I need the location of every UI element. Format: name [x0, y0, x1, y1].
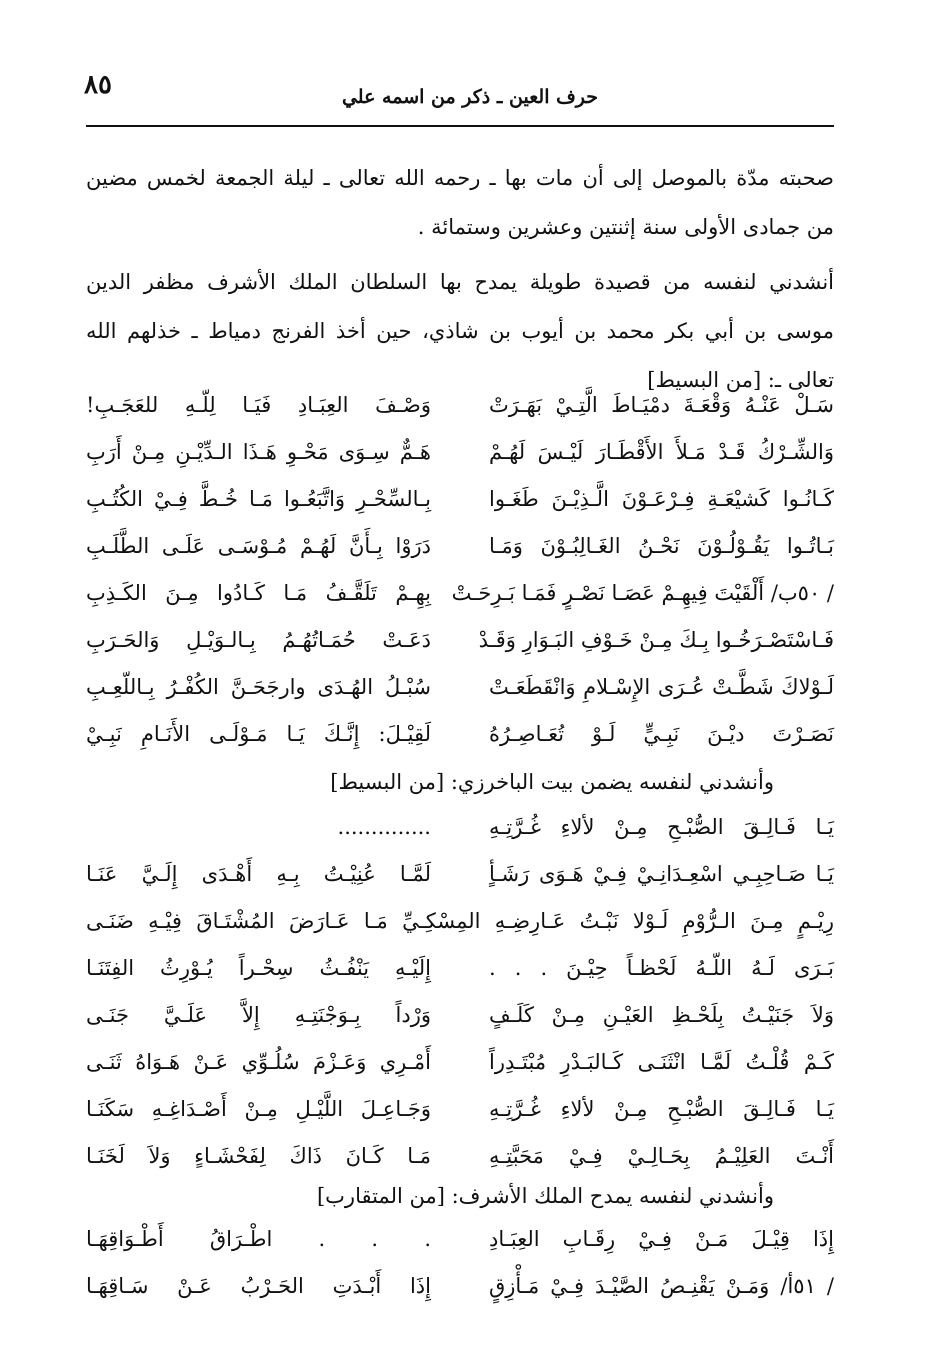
verse-second-hemistich: لَمَّـا عُنِيْـتُ بِـهِ أَهْـدَى إِلَـيَّ عَنَـا	[86, 862, 431, 886]
paragraph-1	[86, 154, 834, 252]
verse-second-hemistich: سُبْـلُ الهُـدَى وارجَحَـنَّ الكُفْـرُ بِـاللّعِـبِ	[86, 675, 431, 699]
verse	[86, 1265, 834, 1312]
verse	[86, 1041, 834, 1088]
verse-second-hemistich: هَـمٌّ سِـوَى مَحْـوِ هَـذَا الـدِّيْـنِ مِـنْ أَرَبِ	[86, 440, 431, 464]
verse-first-hemistich: وَلاَ جَنَيْـتُ بِلَحْـظِ العَيْـنِ مِـنْ كَلَـفٍ	[489, 1003, 834, 1027]
verse	[86, 572, 834, 619]
poem-1	[86, 384, 834, 760]
running-head: حرف العين ـ ذكر من اسمه علي	[341, 86, 599, 108]
verse-first-hemistich: / ٥٠ب/ أَلْقَيْتَ فِيهِـمْ عَصَـا نَصْـرٍ فَمَـا بَـرِحَـتْ	[451, 581, 834, 605]
verse-first-hemistich: وَالشِّـرْكُ قَـدْ مَـلأَ الأَقْطَـارَ لَيْـسَ لَهُـمْ	[489, 440, 834, 464]
verse-second-hemistich: دَرَوْا بِـأَنَّ لَهُـمْ مُـوْسَـى عَلَـى الطَّلَـبِ	[86, 534, 431, 558]
verse-first-hemistich: أَنْـتَ العَلِيْـمُ بِحَـالِـيْ فِـيْ مَحَبَّتِـهِ	[489, 1144, 834, 1168]
verse-first-hemistich: يَـا صَـاحِبِـي اسْعِـدَانِـيْ فِـيْ هَـوَى رَشَـأٍ	[489, 862, 834, 886]
verse	[86, 1218, 834, 1265]
paragraph-line: من جمادى الأولى سنة إثنتين وعشرين وستمائة .	[417, 215, 834, 239]
verse	[86, 619, 834, 666]
verse-first-hemistich: لَـوْلاكَ شَطَّـتْ عُـرَى الإِسْـلامِ وَانْقَطَعَـتْ	[489, 675, 834, 699]
verse-first-hemistich: كَـمْ قُلْـتُ لَمَّـا انْثَنَـى كَـالبَـدْرِ مُبْتَـدِراً	[489, 1050, 834, 1074]
verse-second-hemistich: إِذَا أَبْـدَتِ الحَـرْبُ عَـنْ سَـاقِهَـا	[86, 1274, 431, 1298]
verse-first-hemistich: / ٥١أ/ وَمَـنْ يَقْنِـصُ الصَّيْـدَ فِـيْ مَـأْزِقٍ	[489, 1274, 834, 1298]
verse	[86, 713, 834, 760]
verse	[86, 525, 834, 572]
verse-first-hemistich: إِذَا قِيْـلَ مَـنْ فِـيْ رِقَـابِ العِبَـادِ	[489, 1227, 834, 1251]
verse	[86, 900, 834, 947]
verse	[86, 478, 834, 525]
verse	[86, 1088, 834, 1135]
verse-first-hemistich: بَـاتُـوا يَقُـوْلُـوْنَ نَحْـنُ الغَـالِبُـوْنَ وَمَـا	[489, 534, 834, 558]
verse-second-hemistich: بِهِـمْ تَلَقَّـفُ مَـا كَـادُوا مِـنَ الكَـذِبِ	[86, 581, 431, 605]
paragraph-line: موسى بن أبي بكر محمد بن أيوب بن شاذي، حين أخذ الفرنج دمياط ـ خذلهم الله	[86, 319, 834, 343]
verse-second-hemistich: ..............	[337, 815, 431, 839]
verse-first-hemistich: فَـاسْتَصْـرَخُـوا بِـكَ مِـنْ خَـوْفِ البَـوَارِ وَقَـدْ	[478, 628, 834, 652]
verse-second-hemistich: إِلَيْـهِ يَنْفُـثُ سِحْـراً يُـوْرِثُ الفِتَنَـا	[86, 956, 431, 980]
verse	[86, 666, 834, 713]
verse-second-hemistich: بِـالسِّحْـرِ وَاتَّبَعُـوا مَـا خُـطَّ فِـيْ الكُتُـبِ	[86, 487, 431, 511]
verse-second-hemistich: لَقِيْـلَ: إِنَّـكَ يَـا مَـوْلَـى الأَنَـامِ نَبِـيْ	[86, 722, 431, 746]
paragraph-line: صحبته مدّة بالموصل إلى أن مات بها ـ رحمه الله تعالى ـ ليلة الجمعة لخمس مضين	[86, 166, 834, 190]
paragraph-line: تعالى ـ: [من البسيط]	[647, 368, 834, 392]
verse-second-hemistich: مَـا كَـانَ ذَاكَ لِفَحْشَـاءٍ وَلاَ لَخَنَـا	[86, 1144, 431, 1168]
verse-full-line: رِيْـمٍ مِـنَ الـرُّوْمِ لَـوْلا نَبْـتُ عَـارِضِـهِ المِسْكِـيِّ مَـا عَـارَضَ المُشْتَـاقَ فِيْـهِ ضَنَـى	[86, 909, 834, 933]
verse-second-hemistich: وَجَـاعِـلَ اللَّيْـلِ مِـنْ أَصْـدَاغِـهِ سَكَنَـا	[86, 1097, 431, 1121]
verse-first-hemistich: كَـانُـوا كَشيْعَـةِ فِـرْعَـوْنَ الَّـذِيْـنَ طَغَـوا	[489, 487, 834, 511]
poem-3-introduction: وأنشدني لنفسه يمدح الملك الأشرف: [من المتقارب]	[316, 1184, 774, 1208]
verse-first-hemistich: بَـرَى لَـهُ اللّـهُ لَحْظـاً حِيْـنَ . . .	[489, 956, 834, 980]
verse	[86, 994, 834, 1041]
verse	[86, 806, 834, 853]
verse	[86, 947, 834, 994]
poem-2	[86, 806, 834, 1182]
paragraph-line: أنشدني لنفسه من قصيدة طويلة يمدح بها السلطان الملك الأشرف مظفر الدين	[86, 270, 834, 294]
verse-first-hemistich: يَـا فَـالِـقَ الصُّبْـحِ مِـنْ لألاءِ غُـرَّتِـهِ	[489, 815, 834, 839]
verse-second-hemistich: أَمْـرِي وَعَـزْمَ سُلُـوِّي عَـنْ هَـوَاهُ ثَنَـى	[86, 1050, 431, 1074]
verse	[86, 431, 834, 478]
verse-first-hemistich: سَـلْ عَنْـهُ وَقْعَـةَ دمْيَـاطَ الَّتِـيْ بَهَـرَتْ	[489, 393, 834, 417]
page-number: ٨٥	[84, 70, 112, 100]
verse-second-hemistich: دَعَـتْ حُمَـاتُهُـمُ بِـالـوَيْـلِ وَالحَـرَبِ	[86, 628, 431, 652]
header-rule	[86, 125, 834, 127]
verse-first-hemistich: نَصَـرْتَ ديْـنَ نَبِـيٍّ لَـوْ تُعَـاصِـرُهُ	[489, 722, 834, 746]
paragraph-2	[86, 258, 834, 405]
verse-first-hemistich: يَـا فَـالِـقَ الصُّبْـحِ مِـنْ لألاءِ غُـرَّتِـهِ	[489, 1097, 834, 1121]
verse	[86, 1135, 834, 1182]
poem-2-introduction: وأنشدني لنفسه يضمن بيت الباخرزي: [من البسيط]	[330, 770, 774, 794]
poem-3	[86, 1218, 834, 1312]
verse	[86, 384, 834, 431]
verse-second-hemistich: وَصْـفَ العِبَـادِ فَيَـا لِلّـهِ للعَجَـبِ!	[86, 393, 431, 417]
verse	[86, 853, 834, 900]
verse-second-hemistich: . . . اطْـرَاقُ أَطْـوَاقِهَـا	[86, 1227, 431, 1251]
verse-second-hemistich: وَرْداً بِـوَجْنَتِـهِ إِلاَّ عَلَـيَّ جَنَـى	[86, 1003, 431, 1027]
